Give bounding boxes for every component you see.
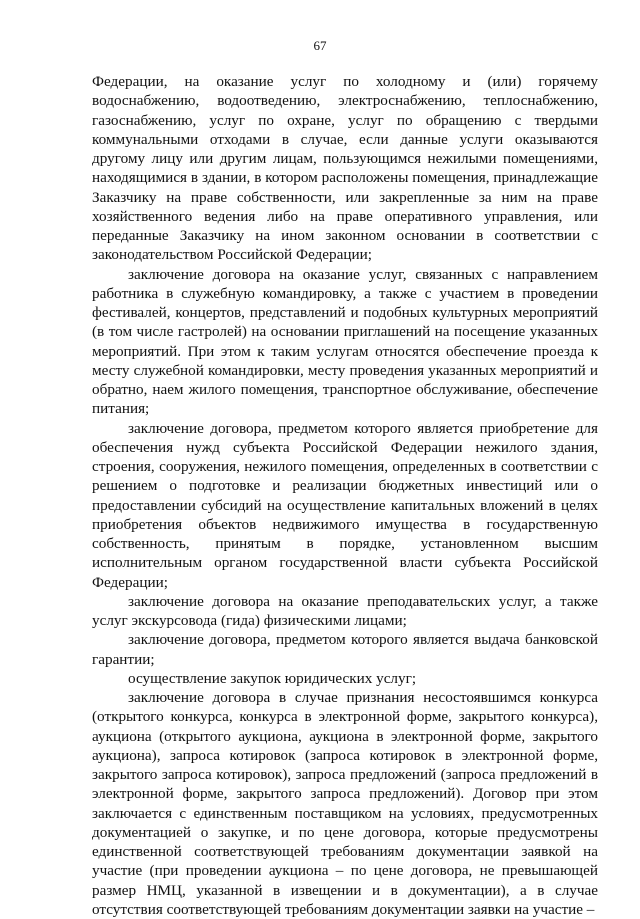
paragraph-legal-services: осуществление закупок юридических услуг; xyxy=(128,669,417,687)
document-body xyxy=(92,72,598,919)
paragraph-teaching-guide-services: заключение договора на оказание преподавательских услуг, а также услуг экскурсовода (гида) физическими лицами; xyxy=(92,592,598,629)
paragraph-bank-guarantee: заключение договора, предметом которого является выдача банковской гарантии; xyxy=(92,631,598,668)
page-number: 67 xyxy=(313,38,327,53)
paragraph-utilities-continuation: Федерации, на оказание услуг по холодному и (или) горячему водоснабжению, водоотведению, электроснабжению, теплоснабжению, газоснабжению, услуг по охране, услуг по обращению с твердыми коммунальными отходами в случае, если данные услуги оказываются другому лицу или другим лицам, пользующимся нежилыми помещениями, находящимися в здании, в котором расположены помещения, принадлежащие Заказчику на праве собственности, или закрепленные за ним на праве хозяйственного ведения либо на праве оперативного управления, или переданные Заказчику на ином законном основании в соответствии с законодательством Российской Федерации; xyxy=(92,73,598,264)
paragraph-failed-procurement: заключение договора в случае признания несостоявшимся конкурса (открытого конкурса, конкурса в электронной форме, закрытого конкурса), аукциона (открытого аукциона, аукциона в электронной форме, закрытого аукциона), запроса котировок (запроса котировок в электронной форме, закрытого запроса котировок), запроса предложений (запроса предложений в электронной форме, закрытого запроса предложений). Договор при этом заключается с единственным поставщиком на условиях, предусмотренных документацией о закупке, и по цене договора, которые предусмотрены единственной соответствующей требованиям документации заявкой на участие (при проведении аукциона – по цене договора, не превышающей размер НМЦ, указанной в извещении и в документации), а в случае отсутствия соответствующей требованиям документации заявки на участие – xyxy=(92,689,598,918)
paragraph-real-estate-acquisition: заключение договора, предметом которого является приобретение для обеспечения нужд субъекта Российской Федерации нежилого здания, строения, сооружения, нежилого помещения, определенных в соответствии с решением о подготовке и реализации бюджетных инвестиций или о предоставлении субсидий на осуществление капитальных вложений в целях приобретения объектов недвижимого имущества в государственную собственность, принятым в порядке, установленном высшим исполнительным органом государственной власти субъекта Российской Федерации; xyxy=(92,419,598,591)
paragraph-business-trip-services: заключение договора на оказание услуг, связанных с направлением работника в служебную командировку, а также с участием в проведении фестивалей, концертов, представлений и подобных культурных мероприятий (в том числе гастролей) на основании приглашений на посещение указанных мероприятий. При этом к таким услугам относятся обеспечение проезда к месту служебной командировки, месту проведения указанных мероприятий и обратно, наем жилого помещения, транспортное обслуживание, обеспечение питания; xyxy=(92,265,598,418)
